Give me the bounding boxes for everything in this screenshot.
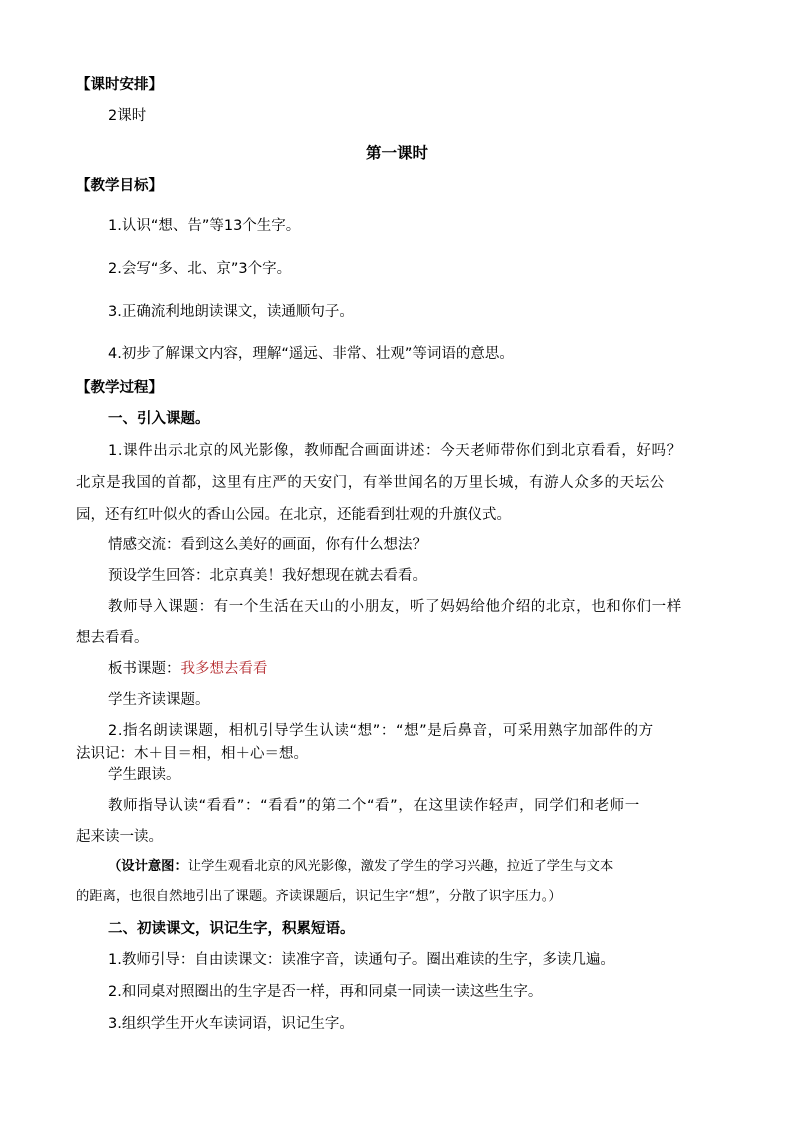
step-item: 1.教师引导：自由读课文：读准字音，读通句子。圈出难读的生字，多读几遍。	[108, 952, 615, 968]
part1-heading: 一、引入课题。	[108, 411, 210, 427]
design-intent-note-line: 的距离，也很自然地引出了课题。齐读课题后，识记生字“想”，分散了识字压力。）	[76, 889, 562, 904]
goal-item: 2.会写“多、北、京”3个字。	[108, 261, 292, 277]
paragraph-line: 1.课件出示北京的风光影像，教师配合画面讲述：今天老师带你们到北京看看，好吗？	[108, 443, 682, 459]
emotion-exchange: 情感交流：看到这么美好的画面，你有什么想法？	[108, 537, 427, 553]
step-item: 2.和同桌对照圈出的生字是否一样，再和同桌一同读一读这些生字。	[108, 984, 543, 1000]
paragraph-line: 法识记：木＋目＝相，相＋心＝想。	[76, 746, 308, 762]
goal-item: 4.初步了解课文内容，理解“遥远、非常、壮观”等词语的意思。	[108, 346, 514, 362]
goals-heading: 【教学目标】	[76, 178, 163, 194]
paragraph-line: 想去看看。	[76, 630, 149, 646]
paragraph-line: 2.指名朗读课题，相机引导学生认读“想”：“想”是后鼻音，可采用熟字加部件的方	[108, 723, 654, 739]
process-heading: 【教学过程】	[76, 380, 163, 396]
board-title-line	[108, 659, 268, 679]
schedule-heading: 【课时安排】	[76, 77, 163, 93]
schedule-value: 2课时	[108, 108, 147, 124]
board-title: 我多想去看看	[180, 661, 268, 677]
design-intent-note	[108, 857, 613, 877]
paragraph-line: 园，还有红叶似火的香山公园。在北京，还能看到壮观的升旗仪式。	[76, 507, 511, 523]
design-intent-text: 让学生观看北京的风光影像，激发了学生的学习兴趣，拉近了学生与文本	[187, 859, 614, 874]
goal-item: 1.认识“想、告”等13个生字。	[108, 218, 301, 234]
follow-read: 学生跟读。	[108, 767, 181, 783]
read-title: 学生齐读课题。	[108, 692, 210, 708]
step-item: 3.组织学生开火车读词语，识记生字。	[108, 1016, 354, 1032]
paragraph-line: 起来读一读。	[76, 829, 163, 845]
paragraph-line: 教师导入课题：有一个生活在天山的小朋友，听了妈妈给他介绍的北京，也和你们一样	[108, 599, 682, 615]
expected-answer: 预设学生回答：北京真美！我好想现在就去看看。	[108, 568, 427, 584]
design-intent-label: （设计意图：	[108, 859, 188, 874]
lesson-title: 第一课时	[365, 144, 428, 162]
part2-heading: 二、初读课文，识记生字，积累短语。	[108, 921, 355, 937]
paragraph-line: 北京是我国的首都，这里有庄严的天安门，有举世闻名的万里长城，有游人众多的天坛公	[76, 475, 665, 491]
board-label: 板书课题：	[108, 661, 181, 677]
goal-item: 3.正确流利地朗读课文，读通顺句子。	[108, 304, 354, 320]
paragraph-line: 教师指导认读“看看”：“看看”的第二个“看”，在这里读作轻声，同学们和老师一	[108, 798, 640, 814]
